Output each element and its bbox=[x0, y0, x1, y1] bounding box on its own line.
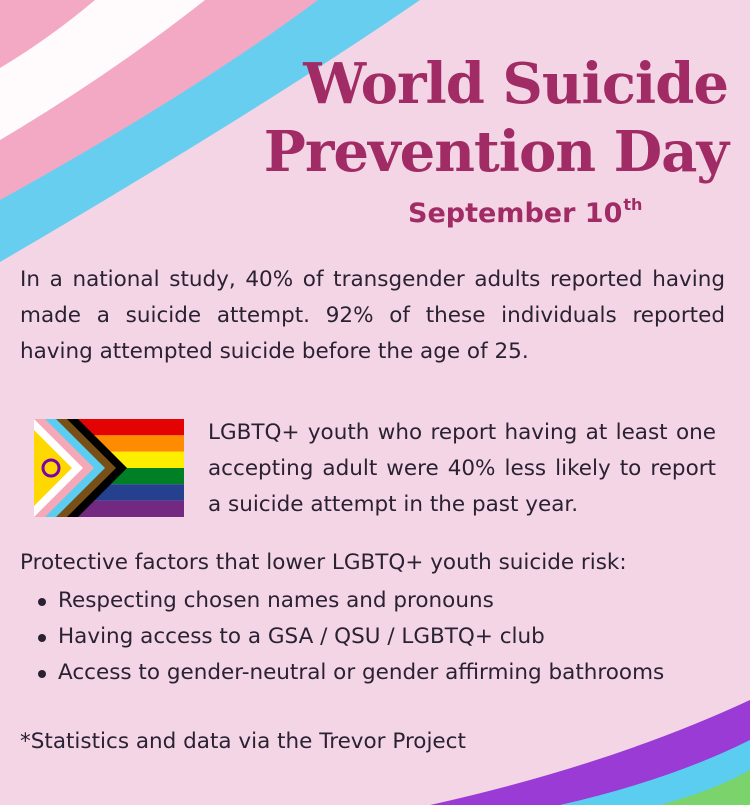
date-suffix: th bbox=[623, 195, 643, 214]
title-line-2: Prevention Day bbox=[263, 119, 728, 185]
event-date bbox=[408, 195, 642, 229]
intro-paragraph: In a national study, 40% of transgender adults reported having made a suicide attempt. 92% of these individuals reported having attempted suicide before the age of 25. bbox=[20, 267, 725, 364]
date-text: September 10 bbox=[408, 198, 623, 229]
list-item: Access to gender-neutral or gender affirming bathrooms bbox=[0, 655, 664, 691]
title-line-1: World Suicide bbox=[303, 51, 728, 117]
protective-factors-list bbox=[0, 583, 664, 691]
rainbow-stripes bbox=[430, 700, 750, 805]
progress-pride-flag-icon bbox=[34, 419, 184, 517]
list-item: Having access to a GSA / QSU / LGBTQ+ club bbox=[0, 619, 664, 655]
list-item: Respecting chosen names and pronouns bbox=[0, 583, 664, 619]
protective-factors-heading: Protective factors that lower LGBTQ+ youth suicide risk: bbox=[20, 550, 627, 575]
youth-statistic: LGBTQ+ youth who report having at least one accepting adult were 40% less likely to report a suicide attempt in the past year. bbox=[208, 420, 716, 517]
source-note: *Statistics and data via the Trevor Project bbox=[20, 729, 466, 754]
page-title bbox=[264, 50, 728, 186]
